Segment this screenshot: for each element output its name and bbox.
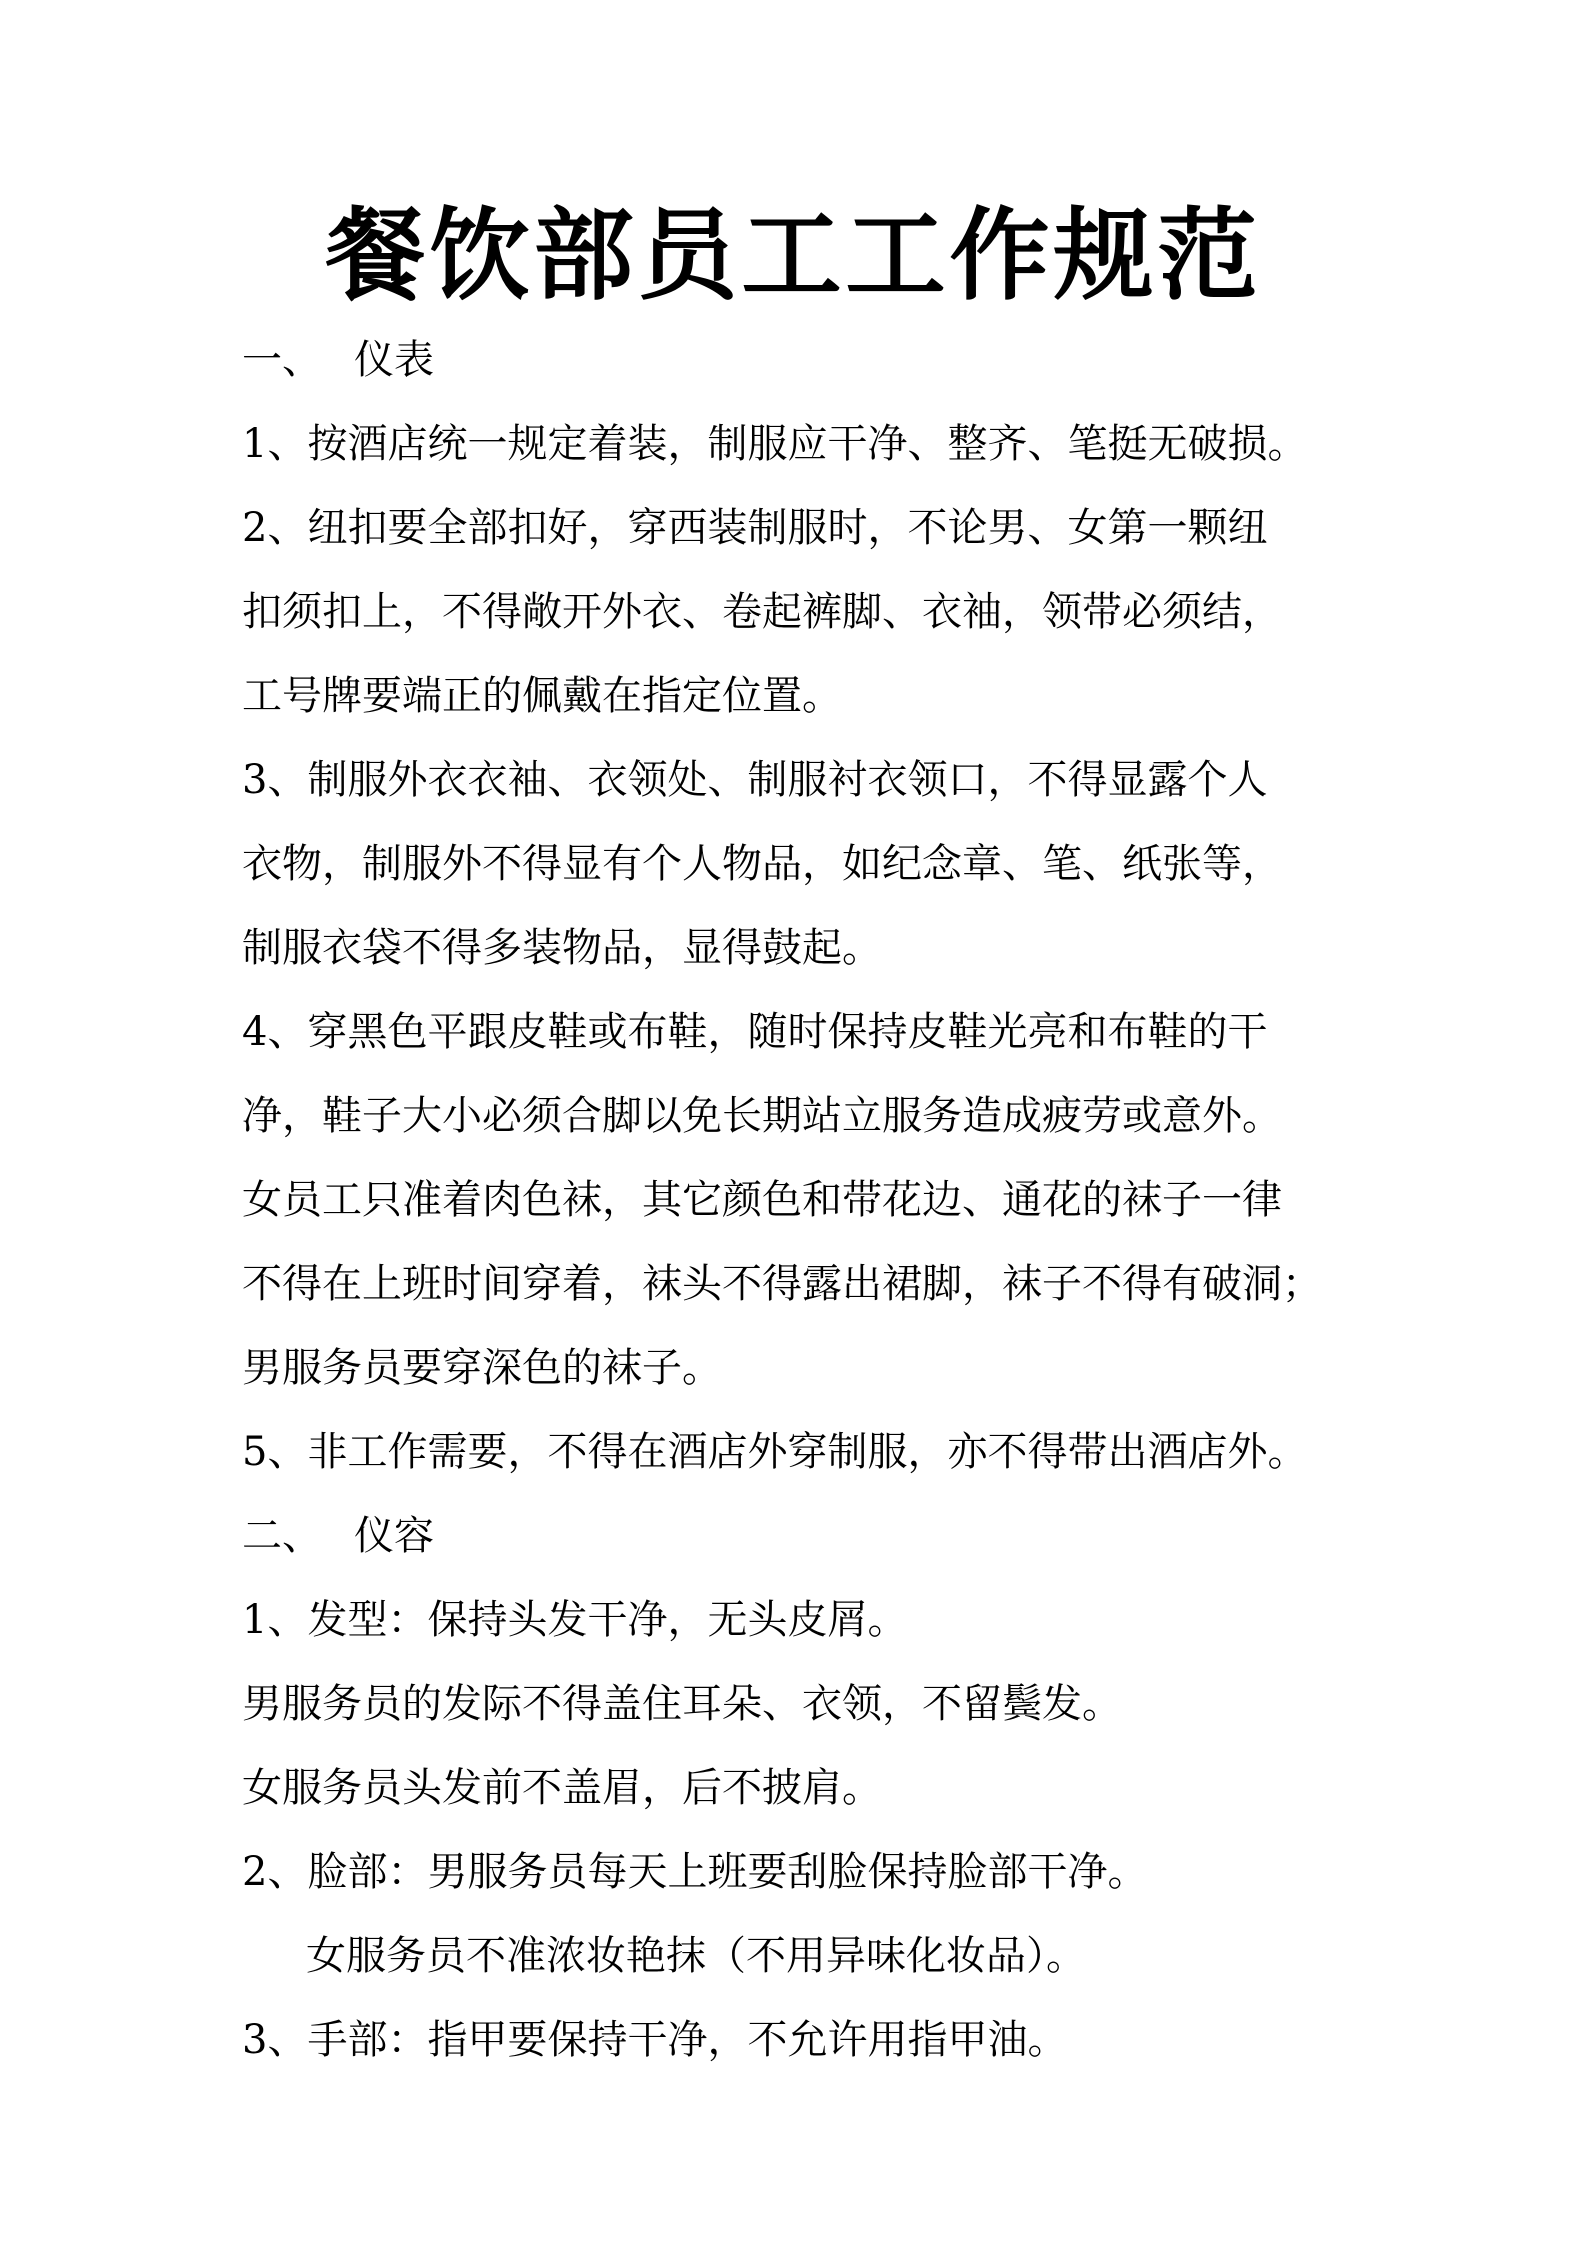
paragraph-line: 2、脸部：男服务员每天上班要刮脸保持脸部干净。 xyxy=(242,1849,1148,1895)
section-number: 一、 xyxy=(242,337,322,383)
document-title: 餐饮部员工工作规范 xyxy=(325,196,1262,314)
paragraph-line: 1、发型：保持头发干净，无头皮屑。 xyxy=(242,1597,908,1643)
paragraph-line: 不得在上班时间穿着，袜头不得露出裙脚，袜子不得有破洞； xyxy=(242,1261,1322,1307)
paragraph-line: 1、按酒店统一规定着装，制服应干净、整齐、笔挺无破损。 xyxy=(242,421,1308,467)
section-heading-2 xyxy=(242,1506,1372,1566)
paragraph-line: 扣须扣上，不得敞开外衣、卷起裤脚、衣袖，领带必须结， xyxy=(242,589,1282,635)
paragraph-line: 制服衣袋不得多装物品，显得鼓起。 xyxy=(242,925,882,971)
paragraph-line: 女服务员头发前不盖眉，后不披肩。 xyxy=(242,1765,882,1811)
section-title: 仪表 xyxy=(354,337,434,383)
paragraph-line: 净，鞋子大小必须合脚以免长期站立服务造成疲劳或意外。 xyxy=(242,1093,1282,1139)
paragraph-line: 男服务员的发际不得盖住耳朵、衣领，不留鬓发。 xyxy=(242,1681,1122,1727)
paragraph-line: 工号牌要端正的佩戴在指定位置。 xyxy=(242,673,842,719)
paragraph-line: 3、制服外衣衣袖、衣领处、制服衬衣领口，不得显露个人 xyxy=(242,757,1268,803)
section-number: 二、 xyxy=(242,1513,322,1559)
paragraph-line: 4、穿黑色平跟皮鞋或布鞋，随时保持皮鞋光亮和布鞋的干 xyxy=(242,1009,1268,1055)
paragraph-line: 女服务员不准浓妆艳抹（不用异味化妆品）。 xyxy=(306,1933,1086,1979)
paragraph-line: 女员工只准着肉色袜，其它颜色和带花边、通花的袜子一律 xyxy=(242,1177,1282,1223)
paragraph-line: 2、纽扣要全部扣好，穿西装制服时，不论男、女第一颗纽 xyxy=(242,505,1268,551)
paragraph-line: 衣物，制服外不得显有个人物品，如纪念章、笔、纸张等， xyxy=(242,841,1282,887)
section-heading-1 xyxy=(242,330,1372,390)
paragraph-line: 5、非工作需要，不得在酒店外穿制服，亦不得带出酒店外。 xyxy=(242,1429,1308,1475)
section-title: 仪容 xyxy=(354,1513,434,1559)
paragraph-line: 男服务员要穿深色的袜子。 xyxy=(242,1345,722,1391)
paragraph-line: 3、手部：指甲要保持干净，不允许用指甲油。 xyxy=(242,2017,1068,2063)
